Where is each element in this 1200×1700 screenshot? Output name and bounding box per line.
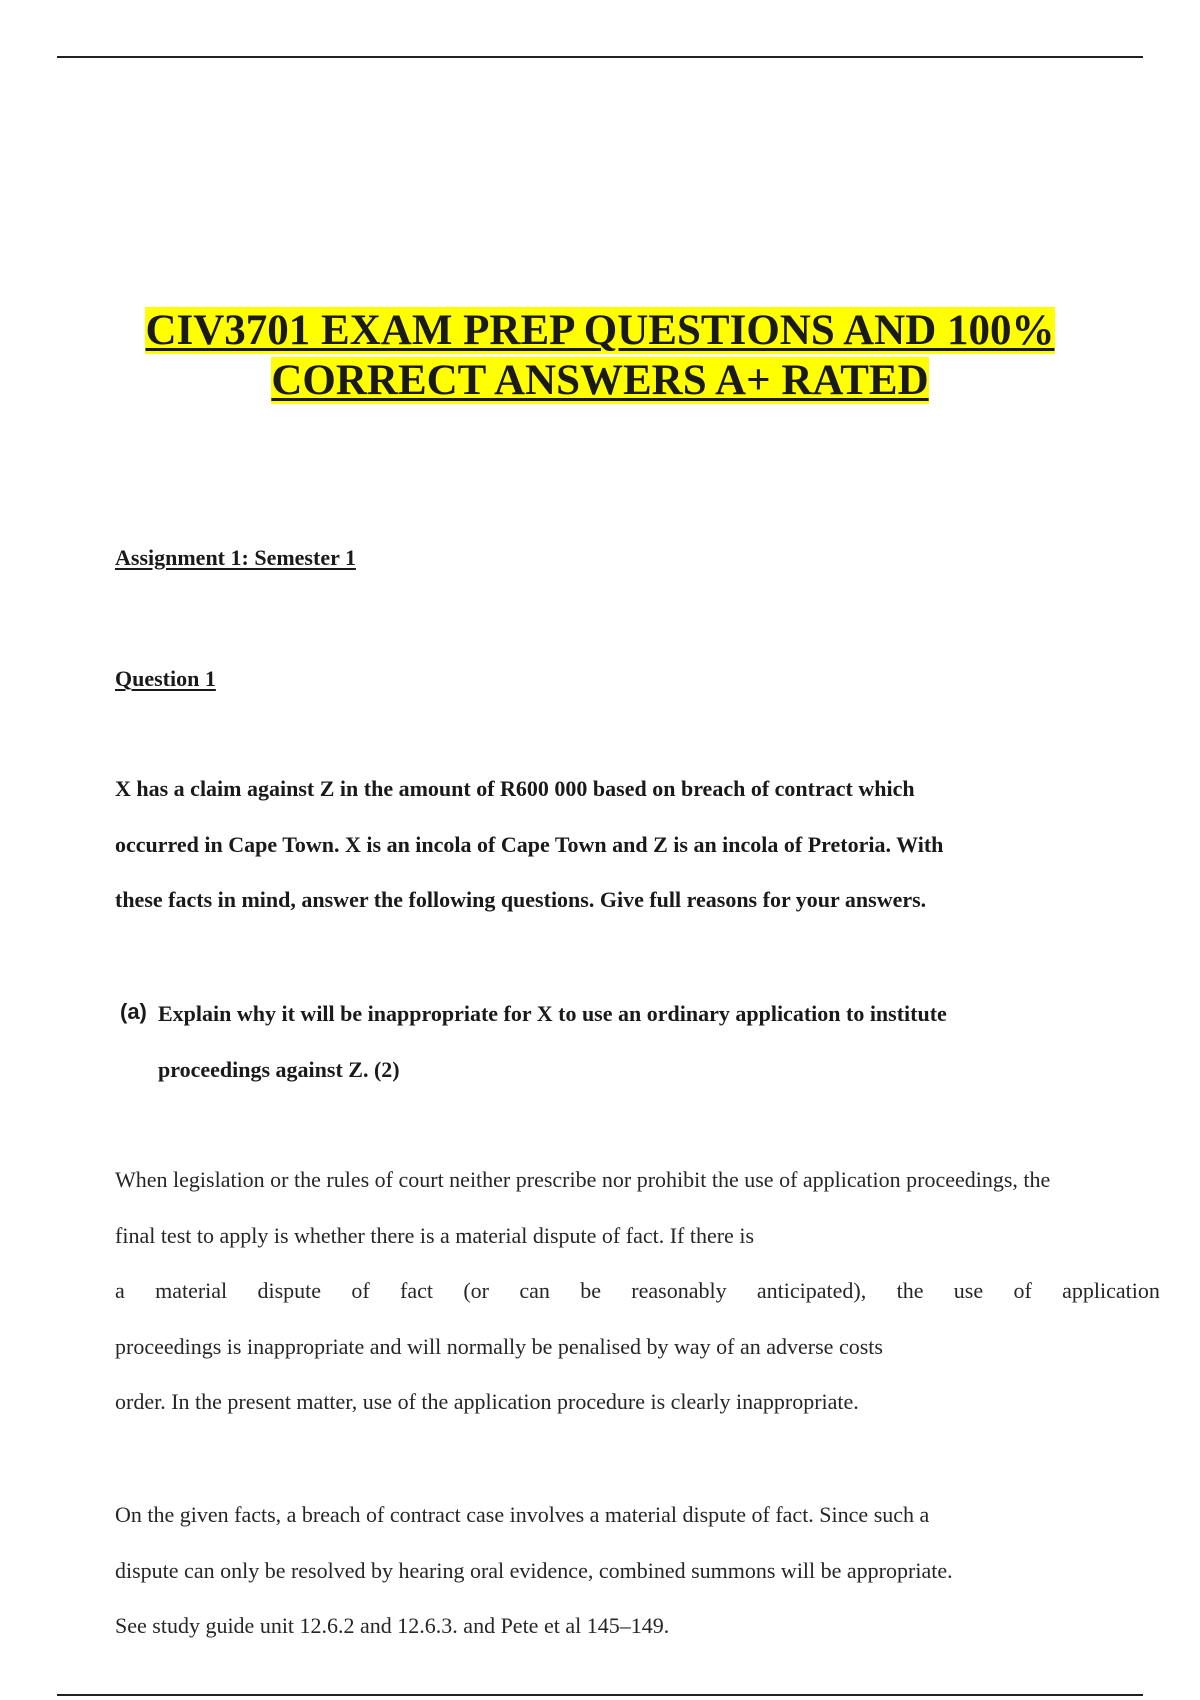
facts-line-3: these facts in mind, answer the following questions. Give full reasons for your answers. [115,887,927,912]
assignment-heading: Assignment 1: Semester 1 [115,545,356,570]
answer-1-line-3 [115,1278,1160,1304]
justified-word: application [1062,1278,1160,1303]
top-rule [57,56,1143,58]
answer-1-line-5: order. In the present matter, use of the application procedure is clearly inappropriate. [115,1389,859,1414]
justified-word: dispute [257,1278,322,1303]
answer-1-line-4: proceedings is inappropriate and will normally be penalised by way of an adverse costs [115,1334,883,1359]
justified-word: (or [463,1278,489,1303]
facts-line-2: occurred in Cape Town. X is an incola of Cape Town and Z is an incola of Pretoria. With [115,832,944,857]
subquestion-line-2: proceedings against Z. (2) [158,1057,400,1082]
justified-word: of [1013,1278,1032,1303]
subquestion-label: (a) [120,999,147,1024]
justified-word: can [519,1278,550,1303]
justified-word: the [896,1278,924,1303]
bottom-rule [57,1694,1143,1696]
justified-word: use [953,1278,984,1303]
justified-word: reasonably [631,1278,727,1303]
justified-word: material [155,1278,228,1303]
answer-1-line-2: final test to apply is whether there is a material dispute of fact. If there is [115,1223,754,1248]
answer-2-line-3: See study guide unit 12.6.2 and 12.6.3. and Pete et al 145–149. [115,1613,670,1638]
justified-word: fact [400,1278,434,1303]
question-heading: Question 1 [115,666,216,691]
title-line-2: CORRECT ANSWERS A+ RATED [271,357,929,404]
justified-word: be [580,1278,601,1303]
answer-1-line-1: When legislation or the rules of court neither prescribe nor prohibit the use of application proceedings, the [115,1167,1051,1192]
justified-word: a [115,1278,125,1303]
title-line-1: CIV3701 EXAM PREP QUESTIONS AND 100% [145,307,1055,354]
subquestion-line-1: Explain why it will be inappropriate for X to use an ordinary application to institute [158,1001,947,1026]
answer-2-line-2: dispute can only be resolved by hearing oral evidence, combined summons will be appropriate. [115,1558,953,1583]
justified-word: anticipated), [756,1278,867,1303]
document-title [0,306,1200,406]
facts-line-1: X has a claim against Z in the amount of R600 000 based on breach of contract which [115,776,915,801]
justified-word: of [351,1278,370,1303]
answer-2-line-1: On the given facts, a breach of contract case involves a material dispute of fact. Since such a [115,1502,930,1527]
